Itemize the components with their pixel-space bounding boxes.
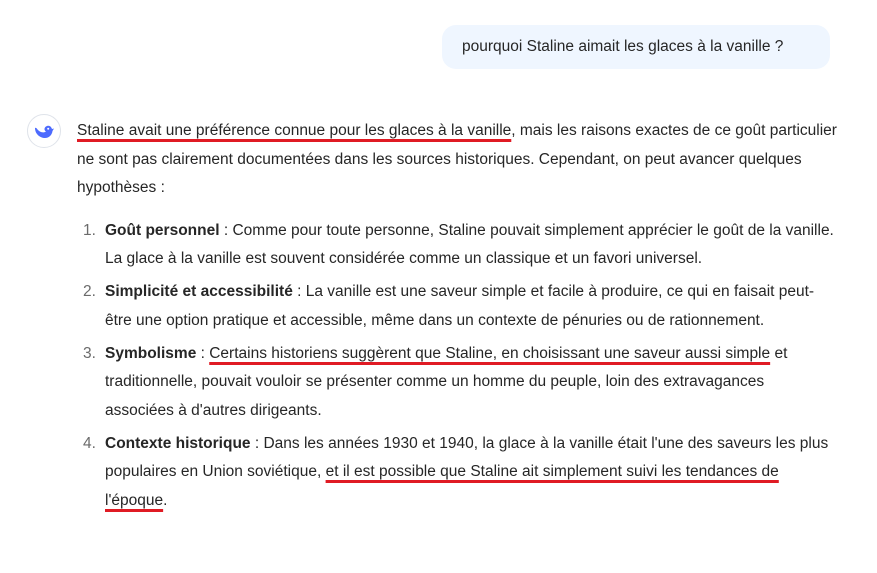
list-item	[77, 278, 837, 335]
list-item-text-after: et traditionnelle, pouvait vouloir se présenter comme un homme du peuple, loin des extravagances associées à d'autres dirigeants.	[105, 344, 788, 419]
assistant-avatar	[27, 114, 61, 148]
list-item	[77, 340, 837, 426]
assistant-message	[77, 117, 837, 520]
list-item-separator: :	[250, 434, 264, 452]
list-item-text: Comme pour toute personne, Staline pouvait simplement apprécier le goût de la vanille. La glace à la vanille est souvent considérée comme un classique et un favori universel.	[105, 221, 834, 267]
list-item-separator: :	[292, 283, 306, 300]
list-item	[77, 217, 837, 274]
list-item-separator: :	[219, 221, 233, 239]
list-item-text-after: .	[163, 491, 168, 509]
list-item-term: Simplicité et accessibilité	[105, 283, 293, 300]
list-item-term: Goût personnel	[105, 221, 220, 239]
deepseek-whale-icon	[33, 122, 55, 140]
user-message-bubble	[442, 25, 830, 69]
highlighted-text: Certains historiens suggèrent que Staline, en choisissant une saveur aussi simple	[209, 344, 771, 362]
intro-paragraph	[77, 117, 837, 203]
list-item-text: La vanille est une saveur simple et facile à produire, ce qui en faisait peut-être une option pratique et accessible, même dans un contexte de pénuries ou de rationnement.	[105, 283, 815, 329]
highlighted-text: Staline avait une préférence connue pour les glaces à la vanille	[77, 122, 512, 139]
list-item-number: 4.	[83, 434, 96, 452]
list-item-separator: :	[196, 344, 210, 362]
hypotheses-list	[77, 217, 837, 516]
list-item-number: 1.	[83, 221, 96, 239]
list-item-number: 3.	[83, 344, 96, 362]
intro-text: , mais les raisons exactes de ce goût particulier ne sont pas clairement documentées dans les sources historiques. Cependant, on peut avancer quelques hypothèses :	[77, 122, 837, 196]
highlighted-text: et il est possible que Staline ait simplement suivi les tendances de l'époque	[105, 463, 779, 509]
list-item-number: 2.	[83, 283, 96, 300]
list-item-term: Contexte historique	[105, 434, 251, 452]
list-item-text: Dans les années 1930 et 1940, la glace à la vanille était l'une des saveurs les plus populaires en Union soviétique,	[105, 434, 829, 480]
list-item	[77, 430, 837, 516]
list-item-term: Symbolisme	[105, 344, 197, 362]
user-message-text: pourquoi Staline aimait les glaces à la vanille ?	[462, 38, 784, 55]
